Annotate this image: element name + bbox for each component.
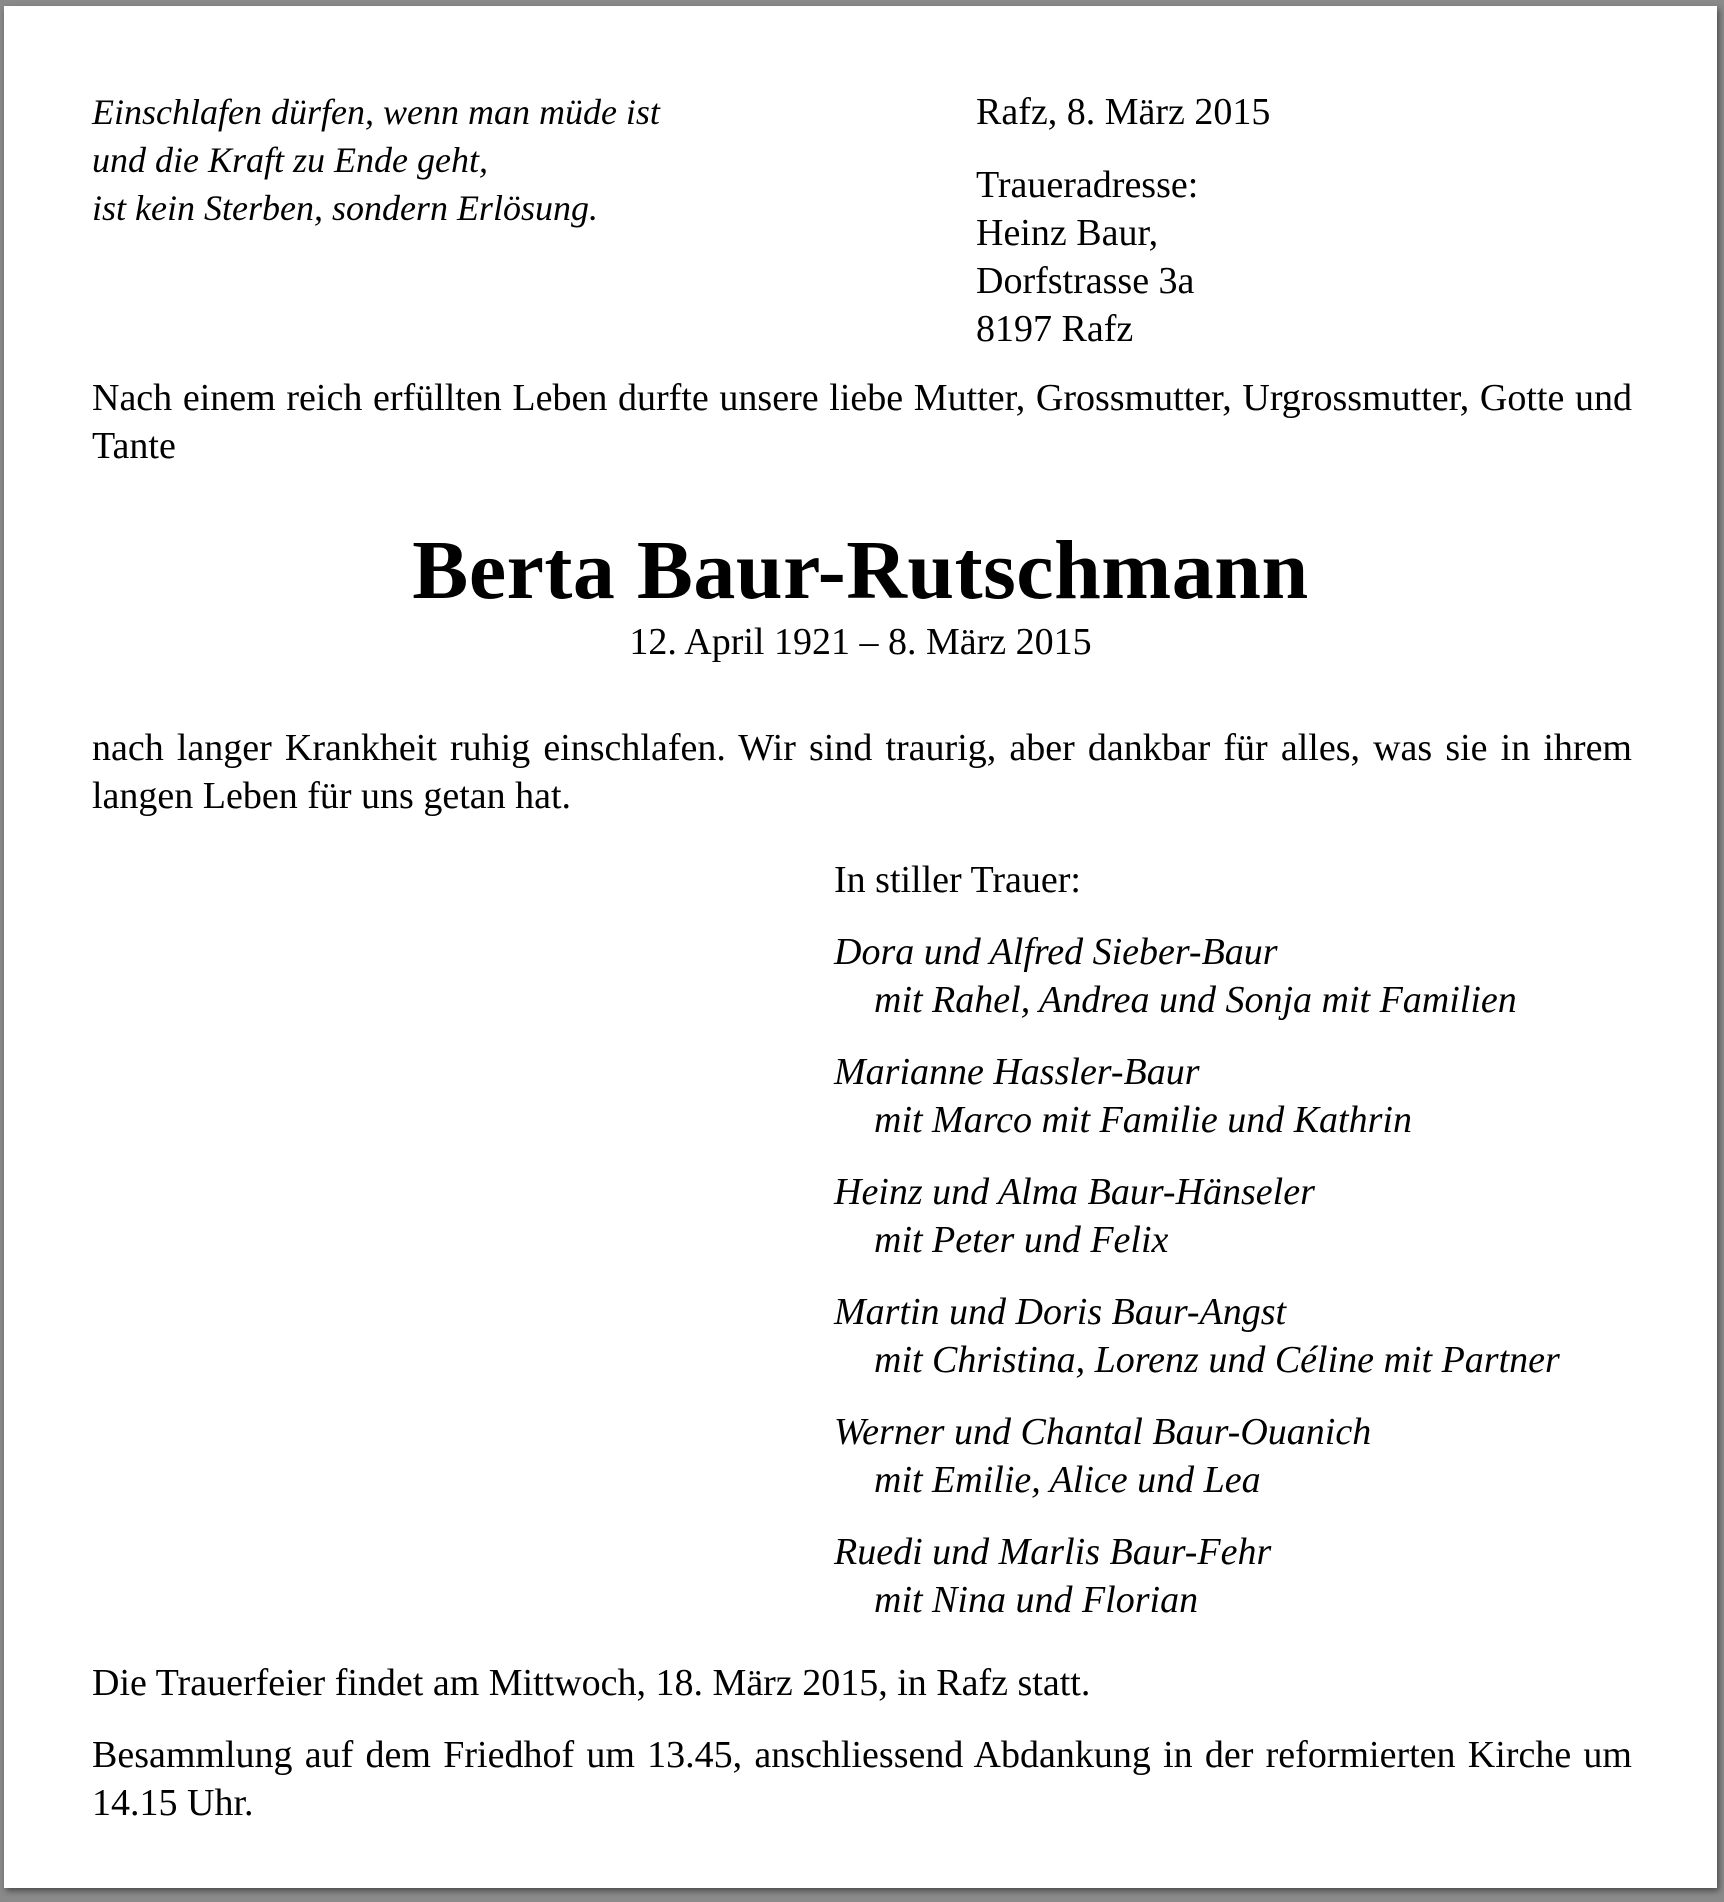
mourner-main: Dora und Alfred Sieber-Baur	[834, 931, 1278, 973]
address-label: Traueradresse:	[976, 164, 1199, 206]
place-date: Rafz, 8. März 2015	[976, 91, 1271, 133]
mourner-group	[834, 1288, 1560, 1384]
mourner-sub: mit Marco mit Familie und Kathrin	[874, 1099, 1412, 1141]
mourner-sub: mit Nina und Florian	[874, 1579, 1199, 1621]
mourner-group	[834, 1528, 1560, 1624]
mourner-sub: mit Emilie, Alice und Lea	[874, 1459, 1261, 1501]
address-city: 8197 Rafz	[976, 308, 1134, 350]
address-name: Heinz Baur,	[976, 212, 1159, 254]
mourner-group	[834, 1168, 1560, 1264]
mourner-sub: mit Christina, Lorenz und Céline mit Partner	[874, 1339, 1560, 1381]
mourner-main: Werner und Chantal Baur-Ouanich	[834, 1411, 1372, 1453]
mourner-main: Marianne Hassler-Baur	[834, 1051, 1200, 1093]
mourner-sub: mit Peter und Felix	[874, 1219, 1169, 1261]
mourner-group	[834, 928, 1560, 1024]
mourners-list	[834, 928, 1560, 1648]
obituary-page	[4, 6, 1717, 1888]
motto-line: ist kein Sterben, sondern Erlösung.	[92, 188, 598, 228]
mourner-sub: mit Rahel, Andrea und Sonja mit Familien	[874, 979, 1517, 1021]
gathering-notice: Besammlung auf dem Friedhof um 13.45, anschliessend Abdankung in der reformierten Kirche um 14.15 Uhr.	[92, 1734, 1632, 1824]
mourning-heading: In stiller Trauer:	[834, 859, 1081, 901]
body-paragraph: nach langer Krankheit ruhig einschlafen. Wir sind traurig, aber dankbar für alles, was sie in ihrem langen Leben für uns getan hat.	[92, 727, 1632, 817]
mourner-main: Ruedi und Marlis Baur-Fehr	[834, 1531, 1272, 1573]
mourner-group	[834, 1408, 1560, 1504]
address-street: Dorfstrasse 3a	[976, 260, 1195, 302]
motto-line: Einschlafen dürfen, wenn man müde ist	[92, 92, 660, 132]
mourner-main: Martin und Doris Baur-Angst	[834, 1291, 1287, 1333]
motto-line: und die Kraft zu Ende geht,	[92, 140, 488, 180]
deceased-name: Berta Baur-Rutschmann	[412, 524, 1309, 617]
mourner-main: Heinz und Alma Baur-Hänseler	[834, 1171, 1315, 1213]
mourning-address	[976, 161, 1198, 353]
deceased-dates: 12. April 1921 – 8. März 2015	[629, 621, 1092, 663]
mourner-group	[834, 1048, 1560, 1144]
intro-paragraph: Nach einem reich erfüllten Leben durfte unsere liebe Mutter, Grossmutter, Urgrossmutter, Gotte und Tante	[92, 377, 1632, 467]
ceremony-notice: Die Trauerfeier findet am Mittwoch, 18. März 2015, in Rafz statt.	[92, 1662, 1091, 1704]
motto-quote	[92, 88, 892, 232]
